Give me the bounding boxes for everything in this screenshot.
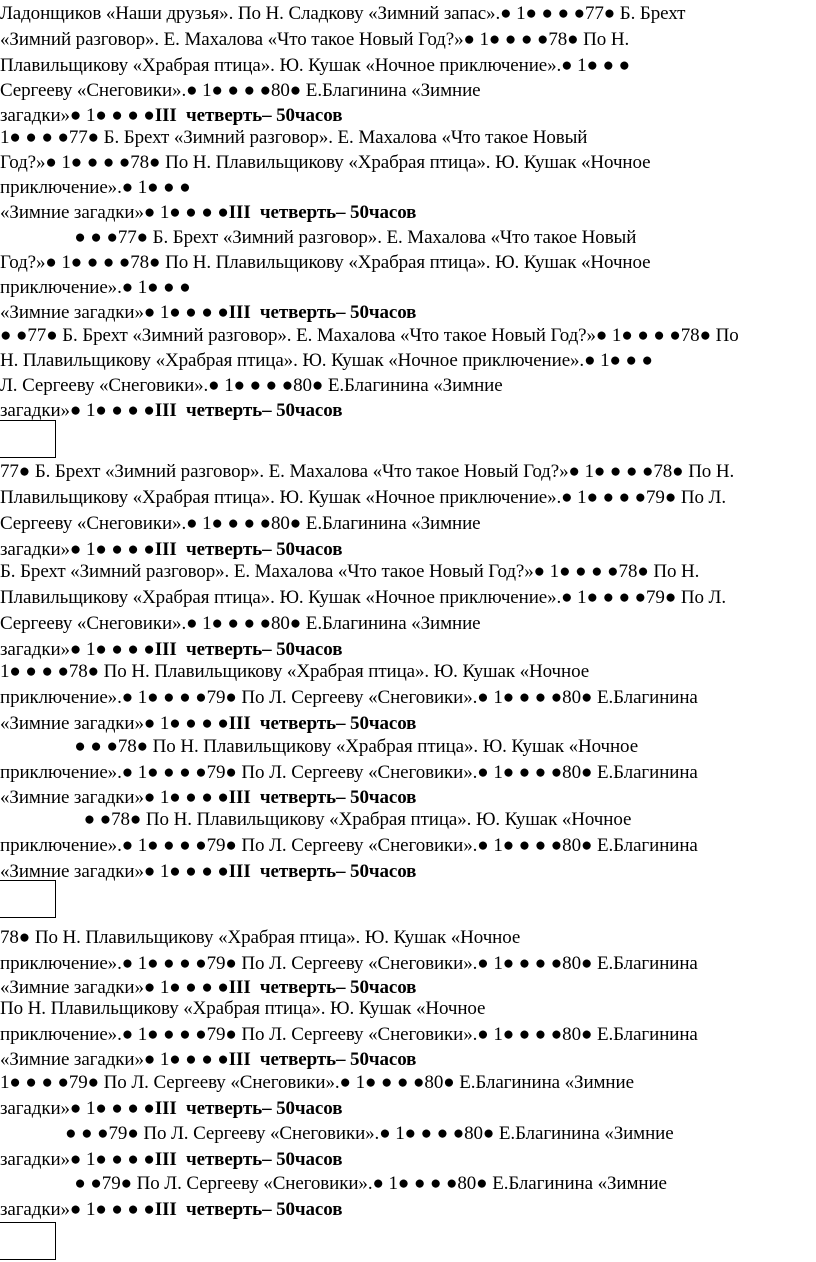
quarter-hours-label: III четверть– 50часов xyxy=(154,400,343,421)
line-text: загадки»● 1● ● ● ● xyxy=(0,105,155,126)
text-line xyxy=(0,997,485,1021)
quarter-hours-label: III четверть– 50часов xyxy=(228,1049,417,1070)
line-text: Б. Брехт «Зимний разговор». Е. Махалова «Что такое Новый Год?»● 1● ● ● ●78● По Н. xyxy=(0,561,700,582)
quarter-hours-label: III четверть– 50часов xyxy=(154,1098,343,1119)
text-line xyxy=(0,301,416,325)
line-text: приключение».● 1● ● ● xyxy=(0,277,191,298)
line-text: «Зимний разговор». Е. Махалова «Что такое Новый Год?»● 1● ● ● ●78● По Н. xyxy=(0,29,630,50)
text-line xyxy=(0,712,416,736)
line-text: ● ●78● По Н. Плавильщикову «Храбрая птица». Ю. Кушак «Ночное xyxy=(0,809,632,830)
quarter-hours-label: III четверть– 50часов xyxy=(228,787,417,808)
text-line xyxy=(0,54,630,78)
text-line xyxy=(0,1172,667,1196)
text-line xyxy=(0,612,480,636)
text-line xyxy=(0,324,739,348)
text-line xyxy=(0,686,698,710)
line-text: 1● ● ● ●79● По Л. Сергееву «Снеговики».● 1● ● ● ●80● Е.Благинина «Зимние xyxy=(0,1072,634,1093)
text-line xyxy=(0,834,698,858)
text-line xyxy=(0,151,650,175)
text-line xyxy=(0,1071,634,1095)
line-text: приключение».● 1● ● ● ●79● По Л. Сергееву «Снеговики».● 1● ● ● ●80● Е.Благинина xyxy=(0,835,698,856)
text-line xyxy=(0,251,650,275)
line-text: ● ● ●77● Б. Брехт «Зимний разговор». Е. Махалова «Что такое Новый xyxy=(0,227,637,248)
quarter-hours-label: III четверть– 50часов xyxy=(228,977,417,998)
text-line xyxy=(0,1122,674,1146)
line-text: ● ●79● По Л. Сергееву «Снеговики».● 1● ● ● ●80● Е.Благинина «Зимние xyxy=(0,1173,667,1194)
text-line xyxy=(0,808,631,832)
empty-frame-box xyxy=(0,420,56,458)
text-line xyxy=(0,201,416,225)
quarter-hours-label: III четверть– 50часов xyxy=(228,861,417,882)
empty-frame-box xyxy=(0,1222,56,1260)
line-text: ● ● ●78● По Н. Плавильщикову «Храбрая птица». Ю. Кушак «Ночное xyxy=(0,736,639,757)
text-line xyxy=(0,1023,698,1047)
line-text: «Зимние загадки»● 1● ● ● ● xyxy=(0,713,229,734)
line-text: загадки»● 1● ● ● ● xyxy=(0,1199,155,1220)
text-line xyxy=(0,28,629,52)
line-text: «Зимние загадки»● 1● ● ● ● xyxy=(0,202,229,223)
text-line xyxy=(0,486,726,510)
text-line xyxy=(0,2,685,26)
line-text: Год?»● 1● ● ● ●78● По Н. Плавильщикову «Храбрая птица». Ю. Кушак «Ночное xyxy=(0,152,651,173)
text-line xyxy=(0,176,191,200)
quarter-hours-label: III четверть– 50часов xyxy=(154,639,343,660)
text-line xyxy=(0,926,520,950)
text-line xyxy=(0,638,342,662)
quarter-hours-label: III четверть– 50часов xyxy=(228,202,417,223)
line-text: Сергееву «Снеговики».● 1● ● ● ●80● Е.Благинина «Зимние xyxy=(0,513,481,534)
line-text: загадки»● 1● ● ● ● xyxy=(0,400,155,421)
text-line xyxy=(0,276,191,300)
text-line xyxy=(0,761,698,785)
line-text: 1● ● ● ●78● По Н. Плавильщикову «Храбрая птица». Ю. Кушак «Ночное xyxy=(0,661,590,682)
line-text: «Зимние загадки»● 1● ● ● ● xyxy=(0,1049,229,1070)
line-text: Плавильщикову «Храбрая птица». Ю. Кушак «Ночное приключение».● 1● ● ● ●79● По Л. xyxy=(0,487,726,508)
text-line xyxy=(0,104,342,128)
line-text: загадки»● 1● ● ● ● xyxy=(0,1098,155,1119)
text-line xyxy=(0,399,342,423)
line-text: 77● Б. Брехт «Зимний разговор». Е. Махалова «Что такое Новый Год?»● 1● ● ● ●78● По Н. xyxy=(0,461,735,482)
line-text: Плавильщикову «Храбрая птица». Ю. Кушак «Ночное приключение».● 1● ● ● xyxy=(0,55,631,76)
line-text: «Зимние загадки»● 1● ● ● ● xyxy=(0,977,229,998)
line-text: ● ● ●79● По Л. Сергееву «Снеговики».● 1● ● ● ●80● Е.Благинина «Зимние xyxy=(0,1123,674,1144)
text-line xyxy=(0,126,587,150)
line-text: Сергееву «Снеговики».● 1● ● ● ●80● Е.Благинина «Зимние xyxy=(0,80,481,101)
quarter-hours-label: III четверть– 50часов xyxy=(154,1199,343,1220)
quarter-hours-label: III четверть– 50часов xyxy=(154,539,343,560)
line-text: Плавильщикову «Храбрая птица». Ю. Кушак «Ночное приключение».● 1● ● ● ●79● По Л. xyxy=(0,587,726,608)
text-line xyxy=(0,560,699,584)
quarter-hours-label: III четверть– 50часов xyxy=(154,1149,343,1170)
quarter-hours-label: III четверть– 50часов xyxy=(154,105,343,126)
line-text: «Зимние загадки»● 1● ● ● ● xyxy=(0,787,229,808)
line-text: Н. Плавильщикову «Храбрая птица». Ю. Кушак «Ночное приключение».● 1● ● ● xyxy=(0,350,653,371)
quarter-hours-label: III четверть– 50часов xyxy=(228,302,417,323)
line-text: загадки»● 1● ● ● ● xyxy=(0,539,155,560)
text-line xyxy=(0,786,416,810)
text-line xyxy=(0,226,636,250)
text-line xyxy=(0,1198,342,1222)
line-text: По Н. Плавильщикову «Храбрая птица». Ю. Кушак «Ночное xyxy=(0,998,486,1019)
text-line xyxy=(0,735,638,759)
text-line xyxy=(0,660,589,684)
line-text: приключение».● 1● ● ● ●79● По Л. Сергееву «Снеговики».● 1● ● ● ●80● Е.Благинина xyxy=(0,762,698,783)
text-line xyxy=(0,538,342,562)
line-text: Сергееву «Снеговики».● 1● ● ● ●80● Е.Благинина «Зимние xyxy=(0,613,481,634)
text-line xyxy=(0,1048,416,1072)
text-line xyxy=(0,952,698,976)
line-text: Л. Сергееву «Снеговики».● 1● ● ● ●80● Е.Благинина «Зимние xyxy=(0,375,503,396)
text-line xyxy=(0,860,416,884)
line-text: Ладонщиков «Наши друзья». По Н. Сладкову «Зимний запас».● 1● ● ● ●77● Б. Брехт xyxy=(0,3,686,24)
line-text: загадки»● 1● ● ● ● xyxy=(0,639,155,660)
line-text: 78● По Н. Плавильщикову «Храбрая птица». Ю. Кушак «Ночное xyxy=(0,927,521,948)
line-text: загадки»● 1● ● ● ● xyxy=(0,1149,155,1170)
line-text: 1● ● ● ●77● Б. Брехт «Зимний разговор». Е. Махалова «Что такое Новый xyxy=(0,127,588,148)
text-line xyxy=(0,374,503,398)
text-line xyxy=(0,1148,342,1172)
quarter-hours-label: III четверть– 50часов xyxy=(228,713,417,734)
text-line xyxy=(0,79,480,103)
line-text: приключение».● 1● ● ● xyxy=(0,177,191,198)
line-text: «Зимние загадки»● 1● ● ● ● xyxy=(0,861,229,882)
line-text: приключение».● 1● ● ● ●79● По Л. Сергееву «Снеговики».● 1● ● ● ●80● Е.Благинина xyxy=(0,1024,698,1045)
line-text: ● ●77● Б. Брехт «Зимний разговор». Е. Махалова «Что такое Новый Год?»● 1● ● ● ●78● По xyxy=(0,325,739,346)
text-line xyxy=(0,586,726,610)
empty-frame-box xyxy=(0,880,56,918)
text-line xyxy=(0,1097,342,1121)
text-line xyxy=(0,349,653,373)
line-text: приключение».● 1● ● ● ●79● По Л. Сергееву «Снеговики».● 1● ● ● ●80● Е.Благинина xyxy=(0,687,698,708)
text-line xyxy=(0,460,734,484)
line-text: Год?»● 1● ● ● ●78● По Н. Плавильщикову «Храбрая птица». Ю. Кушак «Ночное xyxy=(0,252,651,273)
text-line xyxy=(0,512,480,536)
line-text: «Зимние загадки»● 1● ● ● ● xyxy=(0,302,229,323)
line-text: приключение».● 1● ● ● ●79● По Л. Сергееву «Снеговики».● 1● ● ● ●80● Е.Благинина xyxy=(0,953,698,974)
